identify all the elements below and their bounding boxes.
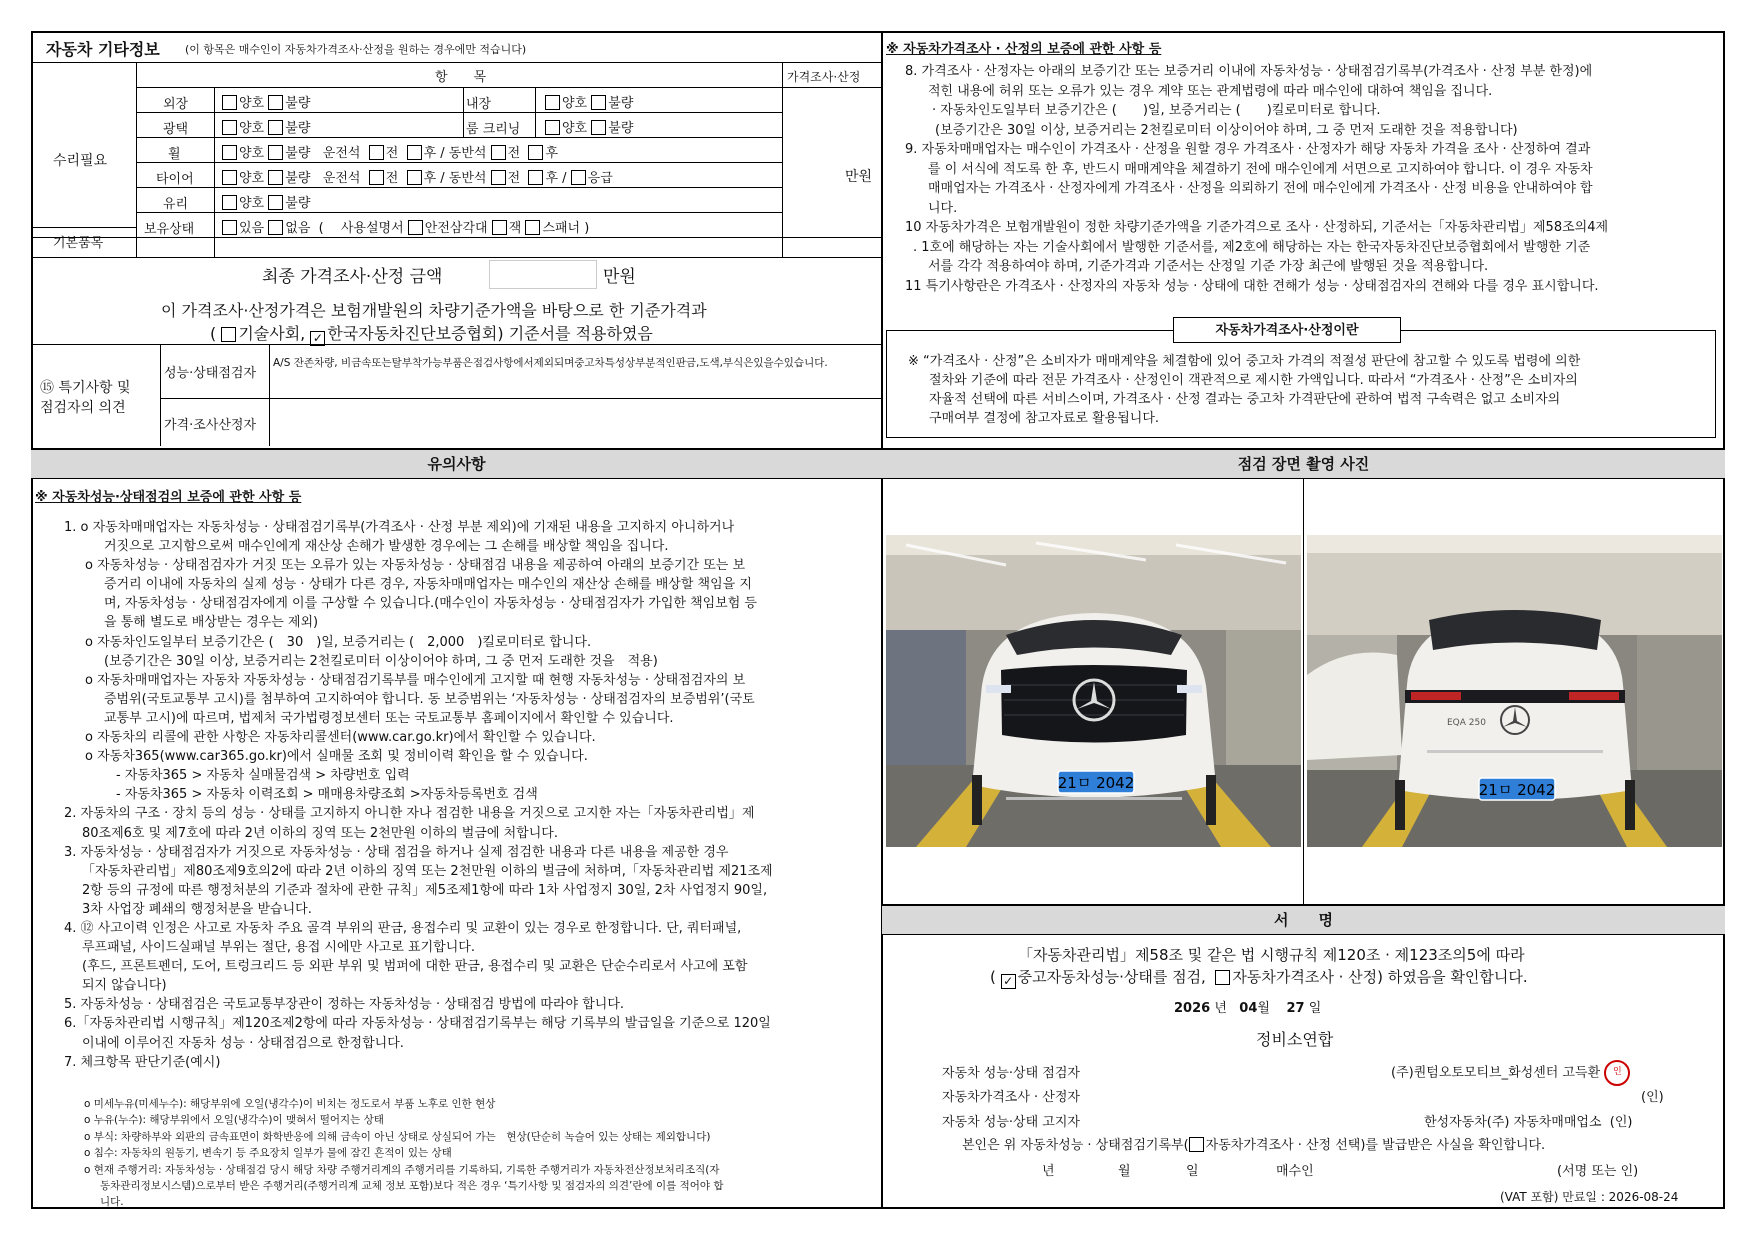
notes-header: 유의사항	[31, 448, 882, 479]
blank-day: 일	[1186, 1164, 1199, 1179]
signature-header: 서 명	[882, 904, 1725, 935]
guarantee-title: ※ 자동차가격조사 · 산정의 보증에 관한 사항 등	[886, 42, 1162, 57]
final-amount-input[interactable]	[489, 260, 597, 289]
perf-inspector-label: 성능·상태점검자	[164, 366, 257, 381]
glass-good-checkbox[interactable]	[222, 195, 237, 210]
expiry-date: (VAT 포함) 만료일 : 2026-08-24	[1500, 1190, 1679, 1204]
repair-needed-label: 수리필요	[53, 153, 108, 169]
tire-good-checkbox[interactable]	[222, 170, 237, 185]
wheel-pass-front-checkbox[interactable]	[491, 145, 506, 160]
signature-law-line: 「자동차관리법」제58조 및 같은 법 시행규칙 제120조 · 제123조의5에 따라	[1018, 946, 1525, 964]
vehicle-info-subtitle: (이 항목은 매수인이 자동차가격조사·산정을 원하는 경우에만 적습니다)	[185, 43, 527, 56]
triangle-checkbox[interactable]	[408, 220, 423, 235]
tire-driver-rear-checkbox[interactable]	[407, 170, 422, 185]
jack-checkbox[interactable]	[492, 220, 507, 235]
standard-line1: 이 가격조사·산정가격은 보험개발원의 차량기준가액을 바탕으로 한 기준가격과	[161, 301, 707, 320]
wheel-driver-rear-checkbox[interactable]	[407, 145, 422, 160]
rear-plate-text: 21ㅁ 2042	[1478, 781, 1556, 799]
buyer-label: 매수인	[1276, 1164, 1314, 1179]
wheel-driver-front-checkbox[interactable]	[369, 145, 384, 160]
row-glass: 유리	[163, 197, 189, 212]
tire-emergency-checkbox[interactable]	[571, 170, 586, 185]
interior-good-checkbox[interactable]	[545, 95, 560, 110]
association-name: 정비소연합	[1256, 1030, 1334, 1049]
guarantee-item8: 8. 가격조사 · 산정자는 아래의 보증기간 또는 보증거리 이내에 자동차성능 · 상태점검기록부(가격조사 · 산정 부분 한정)에	[905, 64, 1593, 79]
col-price-header: 가격조사·산정	[787, 70, 861, 84]
exterior-good-checkbox[interactable]	[222, 95, 237, 110]
tire-pass-rear-checkbox[interactable]	[528, 170, 543, 185]
wheel-pass-rear-checkbox[interactable]	[528, 145, 543, 160]
price-survey-checkbox[interactable]	[1215, 970, 1230, 985]
basic-items-label: 기본품목	[53, 236, 104, 251]
price-surveyor-seal: (인)	[1641, 1090, 1664, 1105]
used-car-inspection-checkbox[interactable]: ✓	[1001, 974, 1016, 989]
final-amount-unit: 만원	[603, 267, 636, 287]
rear-photo	[1307, 535, 1722, 847]
front-plate-text: 21ㅁ 2042	[1057, 774, 1135, 792]
final-amount-label: 최종 가격조사·산정 금액	[262, 267, 443, 287]
polish-bad-checkbox[interactable]	[268, 120, 283, 135]
model-badge-text: EQA 250	[1447, 718, 1486, 728]
inspector-value: (주)퀀텀오토모티브_화성센터 고득환	[1391, 1065, 1601, 1081]
polish-good-checkbox[interactable]	[222, 120, 237, 135]
price-definition-title: 자동차가격조사·산정이란	[1173, 317, 1401, 343]
center-divider	[881, 31, 883, 1209]
guarantee-item11: 11 특기사항란은 가격조사 · 산정자의 자동차 성능 · 상태에 대한 견해가 성능 · 상태점검자의 견해와 다를 경우 표시합니다.	[905, 278, 1599, 294]
interior-bad-checkbox[interactable]	[591, 95, 606, 110]
kada-checkbox[interactable]: ✓	[310, 331, 325, 346]
blank-year: 년	[1042, 1164, 1055, 1179]
inspector-stamp: 인	[1604, 1060, 1630, 1086]
blank-month: 월	[1118, 1164, 1131, 1179]
photos-header: 점검 장면 촬영 사진	[882, 448, 1725, 479]
confirm-price-checkbox[interactable]	[1189, 1137, 1204, 1152]
sign-date: 2026 년 04월 27 일	[1174, 1001, 1322, 1016]
notifier-value: 한성자동차(주) 자동차매매업소	[1424, 1115, 1602, 1130]
tech-society-checkbox[interactable]	[221, 327, 236, 342]
sign-or-seal: (서명 또는 인)	[1557, 1164, 1639, 1179]
exterior-bad-checkbox[interactable]	[268, 95, 283, 110]
have-checkbox[interactable]	[222, 220, 237, 235]
row-exterior: 외장	[163, 97, 189, 112]
wheel-bad-checkbox[interactable]	[268, 145, 283, 160]
tire-driver-front-checkbox[interactable]	[369, 170, 384, 185]
row-polish: 광택	[163, 122, 189, 137]
col-item-header: 항 목	[435, 70, 487, 85]
none-checkbox[interactable]	[268, 220, 283, 235]
row-possession: 보유상태	[144, 222, 195, 237]
price-inspector-label: 가격·조사산정자	[164, 418, 257, 433]
vehicle-info-title: 자동차 기타정보	[46, 40, 160, 59]
price-surveyor-label: 자동차가격조사 · 산정자	[942, 1090, 1080, 1105]
price-unit: 만원	[845, 169, 873, 185]
roomclean-good-checkbox[interactable]	[545, 120, 560, 135]
front-photo	[886, 535, 1301, 847]
wheel-good-checkbox[interactable]	[222, 145, 237, 160]
guarantee-item10: 10 자동차가격은 보험개발원이 정한 차량기준가액을 기준가격으로 조사 · 산정하되, 기준서는「자동차관리법」제58조의4제	[905, 220, 1609, 235]
notifier-label: 자동차 성능·상태 고지자	[942, 1115, 1080, 1130]
row-interior: 내장	[466, 97, 492, 112]
roomclean-bad-checkbox[interactable]	[591, 120, 606, 135]
confirm-line: 본인은 위 자동차성능 · 상태점검기록부(	[962, 1138, 1189, 1153]
row-tire: 타이어	[156, 172, 194, 187]
glass-bad-checkbox[interactable]	[268, 195, 283, 210]
tech-society-label: 기술사회,	[238, 324, 306, 343]
perf-inspector-opinion: A/S 잔존차량, 비금속또는탈부착가능부품은점검사항에서제외되며중고차특성상부분적인판금,도색,부식은있을수있습니다.	[273, 357, 828, 369]
row-wheel: 휠	[168, 147, 181, 162]
guarantee-item9: 9. 자동차매매업자는 매수인이 가격조사 · 산정을 원할 경우 가격조사 · 산정자가 해당 자동차 가격을 조사 · 산정하여 결과	[905, 142, 1591, 157]
notes-title: ※ 자동차성능·상태점검의 보증에 관한 사항 등	[35, 490, 302, 505]
notes-body: 1. ο 자동차매매업자는 자동차성능 · 상태점검기록부(가격조사 · 산정 부분 제외)에 기재된 내용을 고지하지 아니하거나 거짓으로 고지함으로써 매수인에게 재산상 손해가 발생한 경우에는 그 손해를 배상할 책임을 집니다. ο 자동차성능 · 상태점검자가 거짓 또는 오류가 있는 자동차성능 · 상태점검 내용을 제공하여 아래의 보증기간 또는 보 증거리 이내에 자동차의 실제 성능 · 상태가 다른 경우, 자동차매매업자는 매수인의 재산상 손해를 배상할 책임을 지 며, 자동차성능 · 상태점검자에게 이를 구상할 수 있습니다.(매수인이 자동차성능 · 상태점검자가 가입한 책임보험 등 을 통해 별도로 배상받는 경우는 제외) ο 자동차인도일부터 보증기간은 ( 30 )일, 보증거리는 ( 2,000 )킬로미터로 합니다. (보증기간은 30일 이상, 보증거리는 2천킬로미터 이상이어야 하며, 그 중 먼저 도래한 것을 적용) ο 자동차매매업자는 자동차 자동차성능 · 상태점검기록부를 매수인에게 고지할 때 현행 자동차성능 · 상태점검자의 보 증범위(국토교통부 고시)를 첨부하여 고지하여야 합니다. 동 보증범위는 ‘자동차성능 · 상태점검자의 보증범위’(국토 교통부 고시)에 따르며, 법제처 국가법령정보센터 또는 국토교통부 홈페이지에서 확인할 수 있습니다. ο 자동차의 리콜에 관한 사항은 자동차리콜센터(www.car.go.kr)에서 확인할 수 있습니다. ο 자동차365(www.car365.go.kr)에서 실매물 조회 및 정비이력 확인을 할 수 있습니다. - 자동차365 > 자동차 실매물검색 > 차량번호 입력 - 자동차365 > 자동차 이력조회 > 매매용차량조회 >자동차등록번호 검색 2. 자동차의 구조 · 장치 등의 성능 · 상태를 고지하지 아니한 자나 점검한 내용을 거짓으로 고지한 자는「자동차관리법」제 80조제6호 및 제7호에 따라 2년 이하의 징역 또는 2천만원 이하의 벌금에 처합니다. 3. 자동차성능 · 상태점검자가 거짓으로 자동차성능 · 상태 점검을 하거나 실제 점검한 내용과 다른 내용을 제공한 경우 「자동차관리법」제80조제9호의2에 따라 2년 이하의 징역 또는 2천만원 이하의 벌금에 처하며,「자동차관리법 제21조제 2항 등의 규정에 따른 행정처분의 기준과 절차에 관한 규칙」제5조제1항에 따라 1차 사업정지 30일, 2차 사업정지 90일, 3차 사업장 폐쇄의 행정처분을 받습니다. 4. ⑫ 사고이력 인정은 사고로 자동차 주요 골격 부위의 판금, 용접수리 및 교환이 있는 경우로 한정합니다. 단, 쿼터패널, 루프패널, 사이드실패널 부위는 절단, 용접 시에만 사고로 표기합니다. (후드, 프론트펜더, 도어, 트렁크리드 등 외판 부위 및 범퍼에 대한 판금, 용접수리 및 교환은 단순수리로서 사고에 포함 되지 않습니다) 5. 자동차성능 · 상태점검은 국토교통부장관이 정하는 자동차성능 · 상태점검 방법에 따라야 합니다. 6.「자동차관리법 시행규칙」제120조제2항에 따라 자동차성능 · 상태점검기록부는 해당 기록부의 발급일을 기준으로 120일 이내에 이루어진 자동차 성능 · 상태점검으로 한정합니다. 7. 체크항목 판단기준(예시)	[64, 520, 773, 1070]
tire-pass-front-checkbox[interactable]	[491, 170, 506, 185]
special-notes-label: ⑮ 특기사항 및 점검자의 의견	[40, 380, 131, 416]
inspector-label: 자동차 성능·상태 점검자	[942, 1066, 1080, 1081]
spanner-checkbox[interactable]	[525, 220, 540, 235]
kada-label: 한국자동차진단보증협회) 기준서를 적용하였음	[327, 324, 653, 343]
criteria-list: ο 미세누유(미세누수): 해당부위에 오일(냉각수)이 비치는 정도로서 부품 노후로 인한 현상 ο 누유(누수): 해당부위에서 오일(냉각수)이 맺혀서 떨어지는 상태 ο 부식: 차량하부와 외판의 금속표면이 화학반응에 의해 금속이 아닌 상태로 상실되어 가는 현상(단순히 녹슬어 있는 상태는 제외합니다) ο 침수: 자동차의 원동기, 변속기 등 주요장치 일부가 물에 잠긴 흔적이 있는 상태 ο 현재 주행거리: 자동차성능 · 상태점검 당시 해당 차량 주행거리계의 주행거리를 기록하되, 기록한 주행거리가 자동차전산정보처리조직(자 동차관리정보시스템)으로부터 받은 주행거리(주행거리계 교체 정보 포함)보다 적은 경우 ‘특기사항 및 점검자의 의견’란에 이를 적어야 합 니다.	[84, 1098, 724, 1209]
row-room-clean: 룸 크리닝	[466, 122, 521, 137]
notifier-seal: (인)	[1609, 1115, 1633, 1130]
tire-bad-checkbox[interactable]	[268, 170, 283, 185]
